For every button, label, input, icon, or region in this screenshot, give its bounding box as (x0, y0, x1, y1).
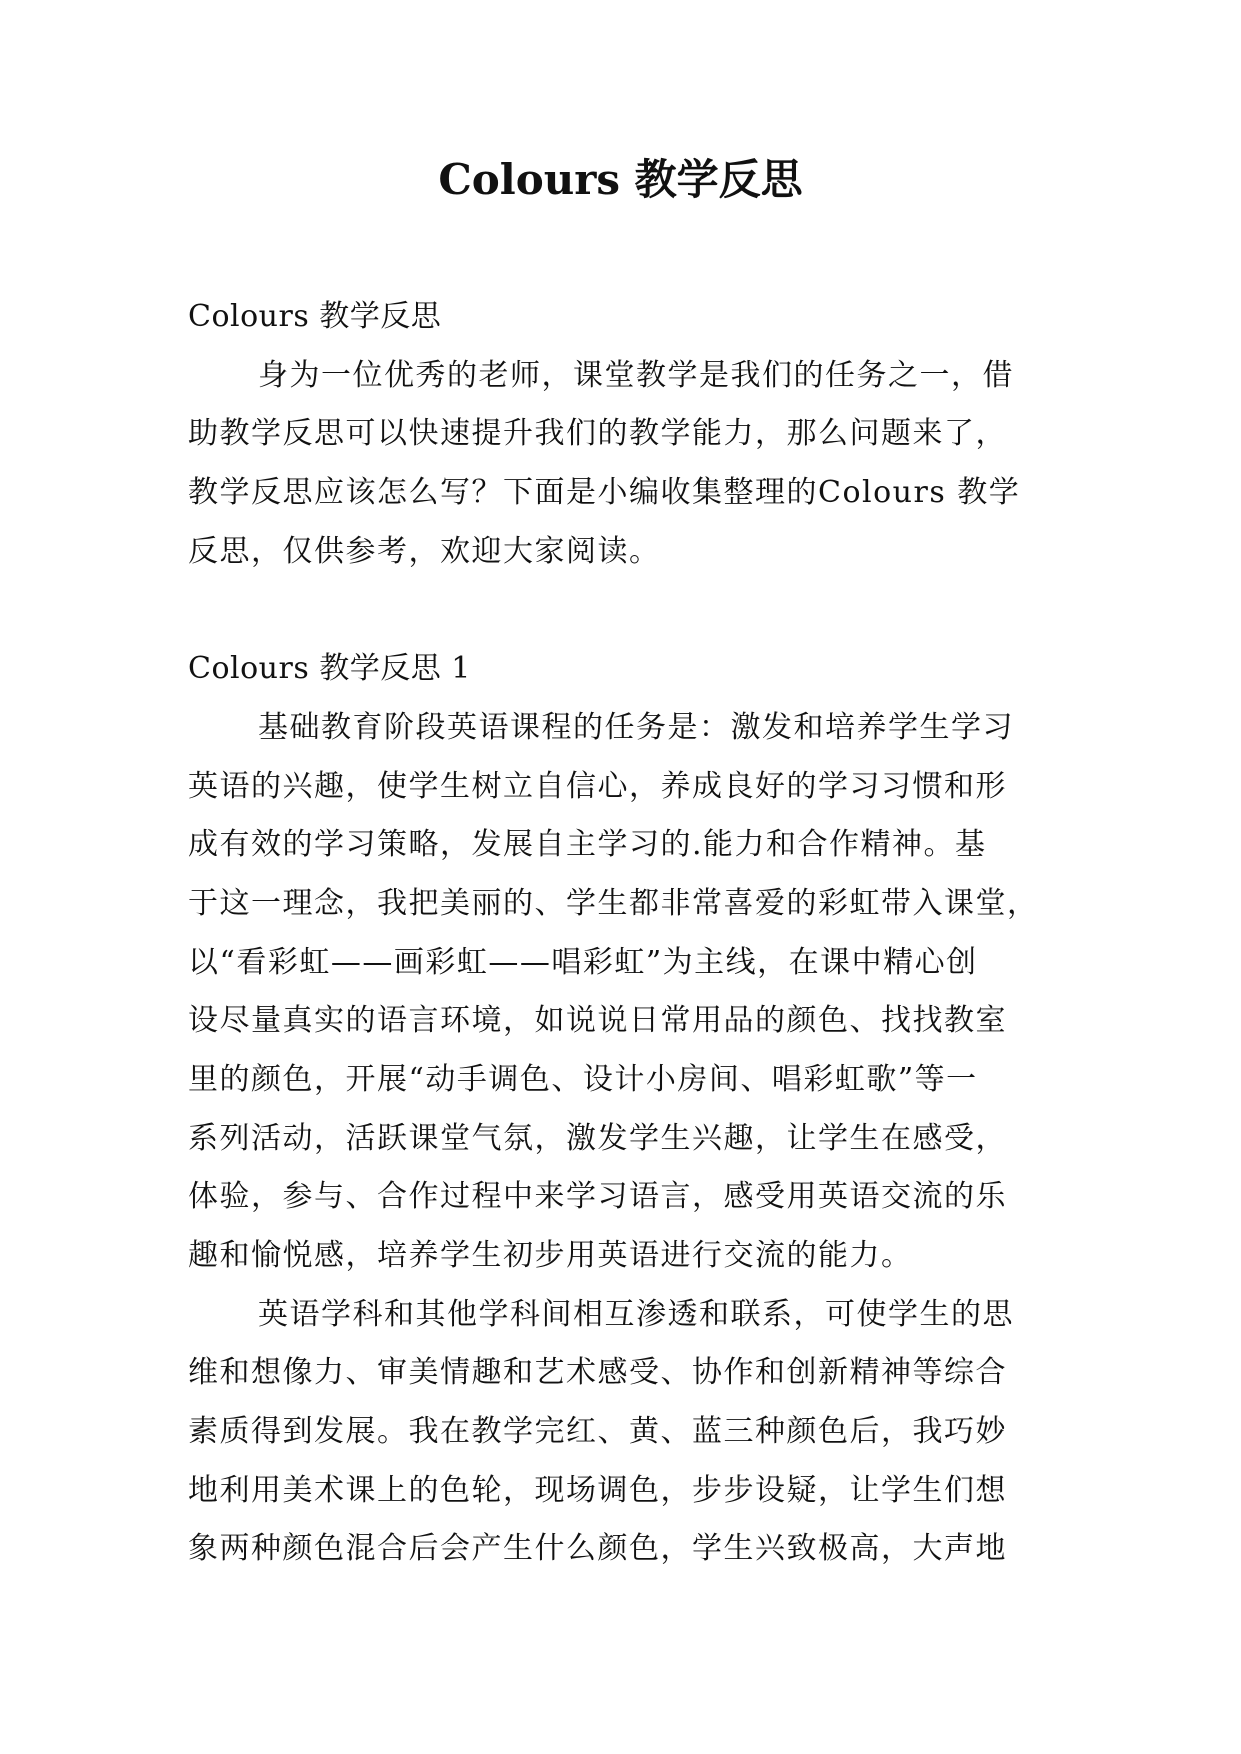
paragraph-line: 教学反思应该怎么写？下面是小编收集整理的Colours 教学 (188, 475, 1021, 511)
paragraph-line: 趣和愉悦感，培养学生初步用英语进行交流的能力。 (188, 1238, 913, 1273)
paragraph-line: 以“看彩虹——画彩虹——唱彩虹”为主线，在课中精心创 (188, 944, 978, 980)
paragraph-line: 英语的兴趣，使学生树立自信心，养成良好的学习习惯和形 (188, 768, 1007, 804)
paragraph-line: 里的颜色，开展“动手调色、设计小房间、唱彩虹歌”等一 (188, 1061, 978, 1097)
paragraph-line: 身为一位优秀的老师，课堂教学是我们的任务之一，借 (258, 357, 1014, 393)
paragraph-line: 地利用美术课上的色轮，现场调色，步步设疑，让学生们想 (188, 1472, 1007, 1508)
document-title: Colours 教学反思 (438, 155, 803, 204)
paragraph-line: 素质得到发展。我在教学完红、黄、蓝三种颜色后，我巧妙 (188, 1414, 1007, 1450)
intro-heading: Colours 教学反思 (188, 299, 442, 334)
paragraph-line: 英语学科和其他学科间相互渗透和联系，可使学生的思 (258, 1296, 1014, 1332)
paragraph-line: 设尽量真实的语言环境，如说说日常用品的颜色、找找教室 (188, 1003, 1007, 1039)
paragraph-line: 基础教育阶段英语课程的任务是：激发和培养学生学习 (258, 709, 1014, 745)
paragraph-line: 维和想像力、审美情趣和艺术感受、协作和创新精神等综合 (188, 1355, 1007, 1391)
paragraph-line: 象两种颜色混合后会产生什么颜色，学生兴致极高，大声地 (188, 1531, 1007, 1567)
paragraph-line: 成有效的学习策略，发展自主学习的.能力和合作精神。基 (188, 827, 987, 863)
paragraph-line: 反思，仅供参考，欢迎大家阅读。 (188, 533, 661, 569)
paragraph-line: 体验，参与、合作过程中来学习语言，感受用英语交流的乐 (188, 1179, 1007, 1215)
document-body (188, 288, 1054, 1579)
paragraph-line: 系列活动，活跃课堂气氛，激发学生兴趣，让学生在感受， (188, 1120, 1007, 1156)
paragraph-line: 于这一理念，我把美丽的、学生都非常喜爱的彩虹带入课堂， (188, 885, 1039, 921)
paragraph-line: 助教学反思可以快速提升我们的教学能力，那么问题来了， (188, 416, 1007, 452)
section-heading: Colours 教学反思 1 (188, 651, 471, 687)
blank-line (188, 581, 1054, 640)
